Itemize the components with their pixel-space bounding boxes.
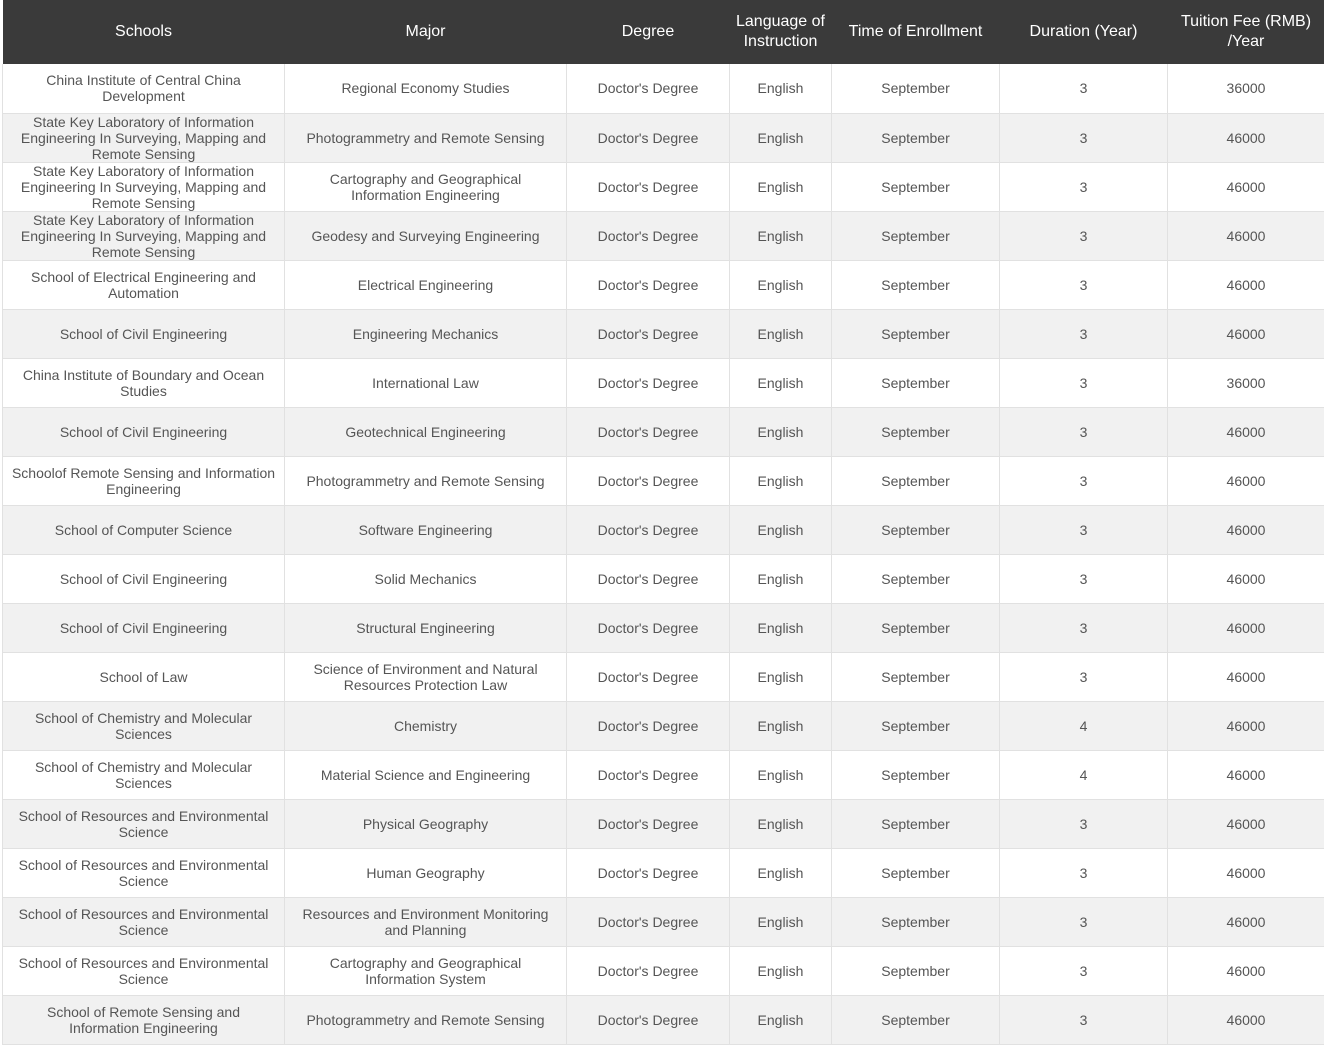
cell-language: English bbox=[730, 260, 832, 309]
cell-language: English bbox=[730, 946, 832, 995]
table-row bbox=[3, 113, 1324, 162]
table-row bbox=[3, 407, 1324, 456]
cell-degree: Doctor's Degree bbox=[567, 701, 730, 750]
cell-school: School of Resources and Environmental Science bbox=[3, 946, 285, 995]
cell-enrollment-time: September bbox=[832, 260, 1000, 309]
cell-language: English bbox=[730, 505, 832, 554]
table-row bbox=[3, 162, 1324, 211]
cell-school: School of Resources and Environmental Science bbox=[3, 799, 285, 848]
cell-duration: 3 bbox=[1000, 162, 1168, 211]
cell-enrollment-time: September bbox=[832, 358, 1000, 407]
cell-tuition-fee: 46000 bbox=[1168, 701, 1324, 750]
cell-major: Geotechnical Engineering bbox=[285, 407, 567, 456]
cell-duration: 3 bbox=[1000, 848, 1168, 897]
cell-enrollment-time: September bbox=[832, 897, 1000, 946]
table-row bbox=[3, 211, 1324, 260]
cell-duration: 3 bbox=[1000, 407, 1168, 456]
cell-school: School of Civil Engineering bbox=[3, 407, 285, 456]
cell-major: Photogrammetry and Remote Sensing bbox=[285, 995, 567, 1044]
cell-major: Cartography and Geographical Information Engineering bbox=[285, 162, 567, 211]
cell-tuition-fee: 46000 bbox=[1168, 260, 1324, 309]
cell-enrollment-time: September bbox=[832, 701, 1000, 750]
cell-enrollment-time: September bbox=[832, 799, 1000, 848]
cell-tuition-fee: 36000 bbox=[1168, 358, 1324, 407]
cell-tuition-fee: 46000 bbox=[1168, 456, 1324, 505]
cell-language: English bbox=[730, 750, 832, 799]
cell-school: State Key Laboratory of Information Engineering In Surveying, Mapping and Remote Sensing bbox=[3, 113, 285, 162]
cell-tuition-fee: 46000 bbox=[1168, 995, 1324, 1044]
cell-school: State Key Laboratory of Information Engineering In Surveying, Mapping and Remote Sensing bbox=[3, 211, 285, 260]
table-row bbox=[3, 260, 1324, 309]
cell-school: Schoolof Remote Sensing and Information Engineering bbox=[3, 456, 285, 505]
table-row bbox=[3, 554, 1324, 603]
cell-duration: 3 bbox=[1000, 603, 1168, 652]
table-row bbox=[3, 701, 1324, 750]
table-row bbox=[3, 799, 1324, 848]
cell-degree: Doctor's Degree bbox=[567, 554, 730, 603]
cell-school: School of Law bbox=[3, 652, 285, 701]
cell-major: Photogrammetry and Remote Sensing bbox=[285, 113, 567, 162]
cell-duration: 3 bbox=[1000, 309, 1168, 358]
cell-degree: Doctor's Degree bbox=[567, 848, 730, 897]
cell-major: Geodesy and Surveying Engineering bbox=[285, 211, 567, 260]
cell-tuition-fee: 46000 bbox=[1168, 113, 1324, 162]
cell-enrollment-time: September bbox=[832, 946, 1000, 995]
cell-duration: 3 bbox=[1000, 211, 1168, 260]
cell-school: School of Civil Engineering bbox=[3, 309, 285, 358]
cell-degree: Doctor's Degree bbox=[567, 946, 730, 995]
cell-school: School of Resources and Environmental Science bbox=[3, 897, 285, 946]
cell-duration: 3 bbox=[1000, 113, 1168, 162]
cell-tuition-fee: 46000 bbox=[1168, 162, 1324, 211]
cell-duration: 3 bbox=[1000, 897, 1168, 946]
cell-duration: 3 bbox=[1000, 64, 1168, 113]
cell-major: Structural Engineering bbox=[285, 603, 567, 652]
cell-tuition-fee: 46000 bbox=[1168, 603, 1324, 652]
cell-degree: Doctor's Degree bbox=[567, 211, 730, 260]
header-degree: Degree bbox=[567, 0, 730, 64]
cell-school: School of Resources and Environmental Science bbox=[3, 848, 285, 897]
table-body bbox=[3, 64, 1324, 1044]
cell-school: School of Chemistry and Molecular Sciences bbox=[3, 701, 285, 750]
cell-major: Engineering Mechanics bbox=[285, 309, 567, 358]
header-enrollment-time: Time of Enrollment bbox=[832, 0, 1000, 64]
cell-enrollment-time: September bbox=[832, 848, 1000, 897]
header-major: Major bbox=[285, 0, 567, 64]
cell-enrollment-time: September bbox=[832, 64, 1000, 113]
cell-enrollment-time: September bbox=[832, 505, 1000, 554]
table-row bbox=[3, 897, 1324, 946]
cell-language: English bbox=[730, 701, 832, 750]
table-row bbox=[3, 946, 1324, 995]
cell-language: English bbox=[730, 211, 832, 260]
cell-language: English bbox=[730, 799, 832, 848]
program-table bbox=[2, 0, 1324, 1045]
cell-tuition-fee: 46000 bbox=[1168, 897, 1324, 946]
cell-duration: 3 bbox=[1000, 652, 1168, 701]
cell-degree: Doctor's Degree bbox=[567, 309, 730, 358]
cell-school: School of Computer Science bbox=[3, 505, 285, 554]
cell-enrollment-time: September bbox=[832, 113, 1000, 162]
cell-school: State Key Laboratory of Information Engineering In Surveying, Mapping and Remote Sensing bbox=[3, 162, 285, 211]
table-header bbox=[3, 0, 1324, 64]
cell-degree: Doctor's Degree bbox=[567, 750, 730, 799]
cell-degree: Doctor's Degree bbox=[567, 456, 730, 505]
cell-tuition-fee: 46000 bbox=[1168, 799, 1324, 848]
cell-duration: 3 bbox=[1000, 456, 1168, 505]
header-tuition-fee: Tuition Fee (RMB) /Year bbox=[1168, 0, 1324, 64]
cell-duration: 4 bbox=[1000, 750, 1168, 799]
cell-major: Resources and Environment Monitoring and Planning bbox=[285, 897, 567, 946]
cell-school: China Institute of Boundary and Ocean Studies bbox=[3, 358, 285, 407]
cell-language: English bbox=[730, 554, 832, 603]
cell-enrollment-time: September bbox=[832, 554, 1000, 603]
cell-tuition-fee: 46000 bbox=[1168, 211, 1324, 260]
table-row bbox=[3, 848, 1324, 897]
header-language: Language of Instruction bbox=[730, 0, 832, 64]
cell-degree: Doctor's Degree bbox=[567, 162, 730, 211]
cell-tuition-fee: 46000 bbox=[1168, 750, 1324, 799]
cell-degree: Doctor's Degree bbox=[567, 260, 730, 309]
header-row bbox=[3, 0, 1324, 64]
cell-school: School of Civil Engineering bbox=[3, 603, 285, 652]
cell-degree: Doctor's Degree bbox=[567, 113, 730, 162]
cell-tuition-fee: 46000 bbox=[1168, 407, 1324, 456]
table-row bbox=[3, 750, 1324, 799]
cell-major: Physical Geography bbox=[285, 799, 567, 848]
table-row bbox=[3, 995, 1324, 1044]
program-table-container bbox=[2, 0, 1324, 1045]
cell-degree: Doctor's Degree bbox=[567, 407, 730, 456]
cell-duration: 3 bbox=[1000, 260, 1168, 309]
cell-enrollment-time: September bbox=[832, 407, 1000, 456]
cell-language: English bbox=[730, 603, 832, 652]
cell-school: School of Remote Sensing and Information Engineering bbox=[3, 995, 285, 1044]
cell-language: English bbox=[730, 113, 832, 162]
cell-language: English bbox=[730, 652, 832, 701]
cell-tuition-fee: 46000 bbox=[1168, 309, 1324, 358]
cell-duration: 3 bbox=[1000, 358, 1168, 407]
table-row bbox=[3, 456, 1324, 505]
header-duration: Duration (Year) bbox=[1000, 0, 1168, 64]
cell-tuition-fee: 46000 bbox=[1168, 652, 1324, 701]
cell-duration: 3 bbox=[1000, 946, 1168, 995]
cell-enrollment-time: September bbox=[832, 211, 1000, 260]
table-row bbox=[3, 309, 1324, 358]
cell-enrollment-time: September bbox=[832, 603, 1000, 652]
cell-enrollment-time: September bbox=[832, 750, 1000, 799]
cell-duration: 3 bbox=[1000, 995, 1168, 1044]
cell-major: Photogrammetry and Remote Sensing bbox=[285, 456, 567, 505]
cell-major: International Law bbox=[285, 358, 567, 407]
cell-language: English bbox=[730, 407, 832, 456]
cell-degree: Doctor's Degree bbox=[567, 652, 730, 701]
cell-major: Regional Economy Studies bbox=[285, 64, 567, 113]
cell-language: English bbox=[730, 456, 832, 505]
cell-major: Solid Mechanics bbox=[285, 554, 567, 603]
cell-duration: 3 bbox=[1000, 505, 1168, 554]
cell-enrollment-time: September bbox=[832, 995, 1000, 1044]
cell-duration: 3 bbox=[1000, 554, 1168, 603]
cell-degree: Doctor's Degree bbox=[567, 799, 730, 848]
cell-language: English bbox=[730, 995, 832, 1044]
cell-school: School of Chemistry and Molecular Sciences bbox=[3, 750, 285, 799]
cell-degree: Doctor's Degree bbox=[567, 995, 730, 1044]
cell-enrollment-time: September bbox=[832, 652, 1000, 701]
cell-language: English bbox=[730, 358, 832, 407]
cell-school: School of Electrical Engineering and Automation bbox=[3, 260, 285, 309]
cell-tuition-fee: 46000 bbox=[1168, 946, 1324, 995]
cell-language: English bbox=[730, 162, 832, 211]
cell-degree: Doctor's Degree bbox=[567, 897, 730, 946]
cell-tuition-fee: 46000 bbox=[1168, 848, 1324, 897]
table-row bbox=[3, 652, 1324, 701]
cell-major: Software Engineering bbox=[285, 505, 567, 554]
table-row bbox=[3, 64, 1324, 113]
table-row bbox=[3, 358, 1324, 407]
cell-school: China Institute of Central China Development bbox=[3, 64, 285, 113]
cell-enrollment-time: September bbox=[832, 309, 1000, 358]
cell-duration: 3 bbox=[1000, 799, 1168, 848]
table-row bbox=[3, 505, 1324, 554]
cell-duration: 4 bbox=[1000, 701, 1168, 750]
cell-language: English bbox=[730, 848, 832, 897]
cell-language: English bbox=[730, 897, 832, 946]
cell-degree: Doctor's Degree bbox=[567, 603, 730, 652]
cell-major: Human Geography bbox=[285, 848, 567, 897]
cell-major: Cartography and Geographical Information System bbox=[285, 946, 567, 995]
cell-enrollment-time: September bbox=[832, 456, 1000, 505]
cell-degree: Doctor's Degree bbox=[567, 358, 730, 407]
table-row bbox=[3, 603, 1324, 652]
cell-language: English bbox=[730, 64, 832, 113]
cell-major: Chemistry bbox=[285, 701, 567, 750]
cell-major: Electrical Engineering bbox=[285, 260, 567, 309]
cell-major: Science of Environment and Natural Resources Protection Law bbox=[285, 652, 567, 701]
cell-enrollment-time: September bbox=[832, 162, 1000, 211]
header-schools: Schools bbox=[3, 0, 285, 64]
cell-language: English bbox=[730, 309, 832, 358]
cell-tuition-fee: 46000 bbox=[1168, 554, 1324, 603]
cell-tuition-fee: 46000 bbox=[1168, 505, 1324, 554]
cell-tuition-fee: 36000 bbox=[1168, 64, 1324, 113]
cell-school: School of Civil Engineering bbox=[3, 554, 285, 603]
cell-degree: Doctor's Degree bbox=[567, 505, 730, 554]
cell-major: Material Science and Engineering bbox=[285, 750, 567, 799]
cell-degree: Doctor's Degree bbox=[567, 64, 730, 113]
